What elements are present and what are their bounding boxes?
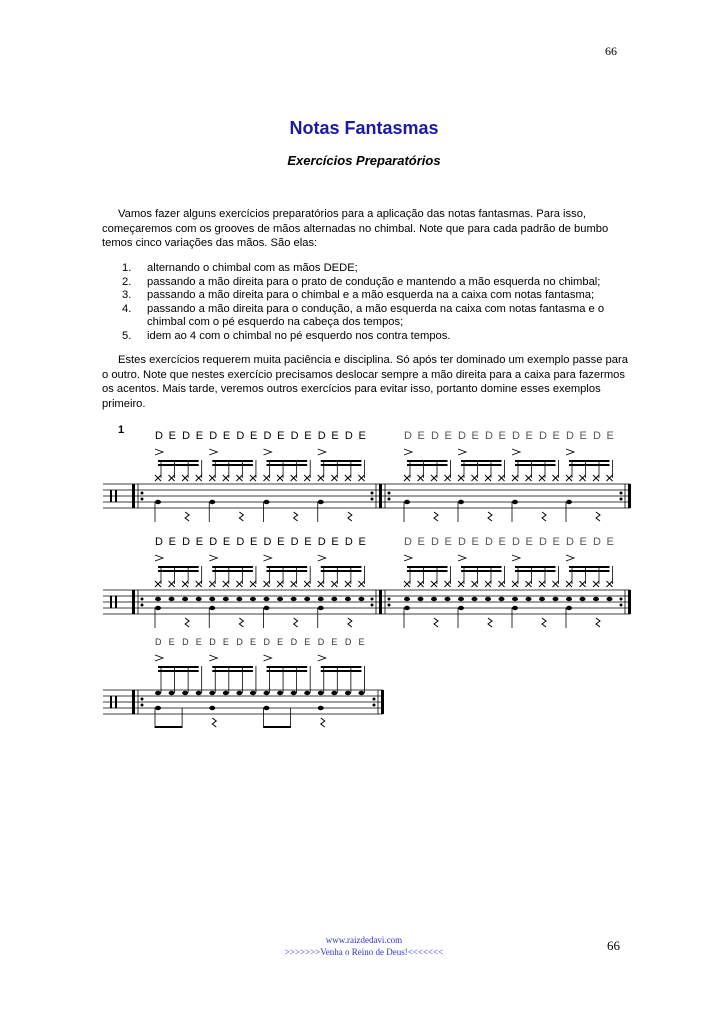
sticking-letter: D (485, 430, 493, 442)
snare-note (607, 597, 613, 601)
accent-mark (209, 555, 217, 561)
snare-note (291, 597, 297, 601)
snare-note (196, 597, 202, 601)
snare-note (472, 597, 478, 601)
snare-note (277, 691, 283, 695)
rest-mark (348, 512, 352, 521)
beam (212, 460, 253, 462)
list-item-number: 3. (122, 289, 132, 301)
bass-drum-note (566, 500, 572, 504)
accent-mark (404, 449, 412, 455)
rest-mark (239, 512, 243, 521)
snare-note (358, 691, 364, 695)
sticking-letter: D (458, 536, 466, 548)
snare-note (404, 597, 410, 601)
beam (321, 464, 362, 466)
rest-mark (434, 618, 438, 627)
repeat-bar (379, 590, 382, 614)
beam (321, 670, 362, 672)
rest-mark (488, 512, 492, 521)
sticking-letter: D (431, 536, 439, 548)
repeat-dot (141, 604, 144, 607)
snare-note (196, 691, 202, 695)
list-item-text: alternando o chimbal com as mãos DEDE; (147, 262, 358, 274)
repeat-dot (388, 604, 391, 607)
list-item-text: passando a mão direita para o prato de condução e mantendo a mão esquerda no chimbal; (147, 275, 601, 288)
snare-note (236, 691, 242, 695)
snare-note (318, 597, 324, 601)
beam (321, 666, 362, 668)
snare-note (277, 597, 283, 601)
rest-mark (542, 618, 546, 627)
sticking-letter: E (444, 536, 452, 548)
bass-drum-note (318, 606, 324, 610)
beam (407, 566, 448, 568)
sticking-letter: D (317, 536, 326, 548)
beam (212, 666, 253, 668)
beam (321, 460, 362, 462)
bass-drum-note (209, 606, 215, 610)
bass-drum-note (318, 500, 324, 504)
snare-note (304, 691, 310, 695)
beam (158, 666, 199, 668)
outro-text: Estes exercícios requerem muita paciência e disciplina. Só após ter dominado um exemplo passe para o outro. Note que nestes exercício precisamos deslocar sempre a mão direita para a caixa para fazermos os acentos. Mais tarde, veremos outros exercícios para evitar isso, portanto domine esses exemplos primeiro. (102, 354, 628, 410)
snare-note (566, 597, 572, 601)
sticking-letter: D (404, 430, 412, 442)
sticking-letter: E (525, 430, 533, 442)
sticking-letter: E (195, 536, 204, 548)
beam (321, 570, 362, 572)
snare-note (445, 597, 451, 601)
beam (461, 464, 502, 466)
snare-note (223, 597, 229, 601)
sticking-letter: E (249, 637, 256, 647)
sticking-letter: D (404, 536, 412, 548)
sticking-letter: E (579, 536, 587, 548)
sticking-letter: D (182, 430, 191, 442)
repeat-dot (620, 604, 623, 607)
footer-url: www.raizdedavi.com (325, 935, 403, 945)
accent-mark (264, 555, 272, 561)
snare-note (209, 691, 215, 695)
snare-note (345, 597, 351, 601)
snare-note (209, 597, 215, 601)
bass-drum-note (155, 706, 161, 710)
list-item-number: 1. (122, 262, 132, 274)
bass-drum-note (318, 706, 324, 710)
rest-mark (434, 512, 438, 521)
sticking-letter: D (182, 536, 191, 548)
sticking-letter: E (168, 430, 176, 442)
repeat-bar (132, 690, 135, 714)
sticking-letter: E (304, 430, 312, 442)
snare-note (499, 597, 505, 601)
accent-mark (318, 655, 326, 661)
page-number-bottom: 66 (607, 938, 620, 953)
sticking-letter: E (358, 637, 365, 647)
accent-mark (155, 555, 163, 561)
sticking-letter: E (358, 536, 366, 548)
rest-mark (542, 512, 546, 521)
sticking-letter: D (263, 430, 272, 442)
sticking-letter: D (317, 430, 326, 442)
sticking-letter: D (344, 637, 352, 647)
bass-drum-note (264, 500, 270, 504)
repeat-dot (141, 498, 144, 501)
snare-note (155, 691, 161, 695)
beam (267, 460, 308, 462)
accent-mark (318, 449, 326, 455)
snare-note (155, 597, 161, 601)
beam (515, 566, 556, 568)
beam (212, 464, 253, 466)
bass-drum-note (264, 606, 270, 610)
bass-drum-note (566, 606, 572, 610)
repeat-dot (371, 498, 374, 501)
repeat-dot (620, 498, 623, 501)
sticking-letter: E (331, 637, 338, 647)
beam (407, 570, 448, 572)
bass-drum-note (512, 606, 518, 610)
sticking-letter: E (249, 536, 258, 548)
sticking-letter: E (417, 536, 425, 548)
repeat-bar (132, 590, 135, 614)
sticking-letter: D (236, 430, 245, 442)
bass-drum-note (458, 500, 464, 504)
snare-note (331, 691, 337, 695)
snare-note (345, 691, 351, 695)
snare-note (526, 597, 532, 601)
beam (158, 566, 199, 568)
sticking-letter: D (344, 430, 353, 442)
snare-note (250, 597, 256, 601)
beam (569, 566, 610, 568)
sticking-letter: D (566, 536, 574, 548)
snare-note (580, 597, 586, 601)
sticking-letter: E (168, 637, 175, 647)
repeat-dot (371, 598, 374, 601)
snare-note (291, 691, 297, 695)
snare-note (485, 597, 491, 601)
clef-bar (115, 490, 117, 502)
snare-note (264, 597, 270, 601)
snare-note (358, 597, 364, 601)
notation-system-3 (103, 637, 384, 728)
accent-mark (458, 555, 466, 561)
snare-note (539, 597, 545, 601)
sticking-letter: D (431, 430, 439, 442)
sticking-letter: E (552, 536, 560, 548)
sticking-letter: D (593, 430, 601, 442)
repeat-bar (381, 690, 384, 714)
beam (461, 460, 502, 462)
accent-mark (264, 655, 272, 661)
sticking-letter: D (290, 430, 299, 442)
repeat-dot (371, 604, 374, 607)
sticking-letter: E (358, 430, 366, 442)
sticking-letter: D (155, 430, 163, 442)
beam (321, 566, 362, 568)
repeat-dot (373, 698, 376, 701)
accent-mark (264, 449, 272, 455)
sticking-letter: E (195, 430, 204, 442)
rest-mark (212, 718, 216, 727)
beam (569, 570, 610, 572)
clef-bar (110, 490, 112, 502)
repeat-dot (388, 598, 391, 601)
list-item-text: idem ao 4 com o chimbal no pé esquerdo nos contra tempos. (147, 329, 451, 342)
beam (158, 570, 199, 572)
sticking-letter: E (471, 536, 479, 548)
bass-drum-note (155, 606, 161, 610)
sticking-letter: E (222, 637, 229, 647)
rest-mark (294, 618, 298, 627)
beam (461, 570, 502, 572)
sticking-letter: E (195, 637, 202, 647)
sticking-letter: D (539, 430, 547, 442)
snare-note (458, 597, 464, 601)
sticking-letter: E (498, 536, 506, 548)
rest-mark (596, 618, 600, 627)
sticking-letter: D (290, 637, 298, 647)
repeat-dot (620, 492, 623, 495)
accent-mark (566, 449, 574, 455)
rest-mark (596, 512, 600, 521)
sticking-letter: D (263, 536, 272, 548)
repeat-dot (141, 704, 144, 707)
list-item-number: 5. (122, 329, 132, 342)
sticking-letter: D (512, 536, 520, 548)
rest-mark (294, 512, 298, 521)
beam (569, 460, 610, 462)
accent-mark (209, 449, 217, 455)
accent-mark (318, 555, 326, 561)
beam (569, 464, 610, 466)
beam (407, 464, 448, 466)
list-item-text: passando a mão direita para o chimbal e a mão esquerda na a caixa com notas fantasma; (147, 289, 595, 301)
sticking-letter: D (485, 536, 493, 548)
snare-note (182, 597, 188, 601)
sticking-letter: E (606, 430, 614, 442)
bass-drum-note (404, 606, 410, 610)
rest-mark (239, 618, 243, 627)
clef-bar (110, 596, 112, 608)
snare-note (593, 597, 599, 601)
sticking-letter: E (222, 536, 231, 548)
rest-mark (321, 718, 325, 727)
repeat-dot (371, 492, 374, 495)
beam (267, 566, 308, 568)
repeat-bar (628, 590, 631, 614)
snare-note (169, 691, 175, 695)
sticking-letter: D (458, 430, 466, 442)
snare-note (553, 597, 559, 601)
beam (461, 566, 502, 568)
bass-drum-note (458, 606, 464, 610)
snare-note (431, 597, 437, 601)
snare-note (304, 597, 310, 601)
rest-mark (185, 512, 189, 521)
sticking-letter: D (344, 536, 353, 548)
list-item-number: 4. (122, 302, 132, 315)
list-item-number: 2. (122, 275, 132, 288)
accent-mark (209, 655, 217, 661)
repeat-bar (132, 484, 135, 508)
repeat-bar (379, 484, 382, 508)
rest-mark (488, 618, 492, 627)
sticking-letter: E (331, 430, 339, 442)
footer-slogan: >>>>>>>Venha o Reino de Deus!<<<<<<< (284, 947, 444, 957)
page-subtitle: Exercícios Preparatórios (287, 153, 441, 168)
accent-mark (458, 449, 466, 455)
bass-drum-note (264, 706, 270, 710)
repeat-dot (141, 492, 144, 495)
beam (158, 670, 199, 672)
snare-note (223, 691, 229, 695)
sticking-letter: D (290, 536, 299, 548)
bass-drum-note (209, 500, 215, 504)
sticking-letter: D (593, 536, 601, 548)
snare-note (331, 597, 337, 601)
list-item-text: passando a mão direita para o condução, a mão esquerda na caixa com notas fantasma e o chimbal com o pé esquerdo na cabeça dos tempos; (147, 302, 605, 328)
bass-drum-note (512, 500, 518, 504)
beam (267, 666, 308, 668)
sticking-letter: D (263, 637, 270, 647)
rest-mark (185, 618, 189, 627)
beam (515, 464, 556, 466)
rest-mark (348, 618, 352, 627)
accent-mark (155, 449, 163, 455)
page-number-top: 66 (605, 44, 617, 58)
sticking-letter: D (209, 536, 218, 548)
sticking-letter: D (155, 637, 162, 647)
accent-mark (155, 655, 163, 661)
beam (212, 570, 253, 572)
sticking-letter: E (552, 430, 560, 442)
snare-note (512, 597, 518, 601)
beam (515, 460, 556, 462)
bass-drum-note (404, 500, 410, 504)
beam (158, 464, 199, 466)
sticking-letter: E (304, 637, 311, 647)
snare-note (250, 691, 256, 695)
snare-note (236, 597, 242, 601)
beam (267, 670, 308, 672)
sticking-letter: D (209, 637, 216, 647)
accent-mark (566, 555, 574, 561)
beam (264, 726, 291, 728)
beam (155, 726, 182, 728)
sticking-letter: E (304, 536, 312, 548)
sticking-letter: E (579, 430, 587, 442)
example-number: 1 (118, 424, 125, 436)
sticking-letter: E (498, 430, 506, 442)
repeat-dot (373, 704, 376, 707)
bass-drum-note (155, 500, 161, 504)
beam (212, 670, 253, 672)
notation-system-1 (103, 430, 631, 522)
sticking-letter: D (512, 430, 520, 442)
snare-note (182, 691, 188, 695)
sticking-letter: D (209, 430, 218, 442)
sticking-letter: E (606, 536, 614, 548)
sticking-letter: E (277, 637, 284, 647)
sticking-letter: E (331, 536, 339, 548)
snare-note (418, 597, 424, 601)
sticking-letter: D (317, 637, 325, 647)
beam (407, 460, 448, 462)
beam (515, 570, 556, 572)
repeat-bar (628, 484, 631, 508)
sticking-letter: E (471, 430, 479, 442)
clef-bar (115, 696, 117, 708)
repeat-dot (388, 498, 391, 501)
beam (267, 570, 308, 572)
repeat-dot (141, 698, 144, 701)
sticking-letter: D (182, 637, 189, 647)
sticking-letter: D (236, 637, 243, 647)
sticking-letter: E (222, 430, 231, 442)
beam (212, 566, 253, 568)
sticking-letter: E (525, 536, 533, 548)
sticking-letter: E (444, 430, 452, 442)
beam (158, 460, 199, 462)
accent-mark (512, 555, 520, 561)
repeat-dot (141, 598, 144, 601)
sticking-letter: D (539, 536, 547, 548)
sticking-letter: E (168, 536, 176, 548)
snare-note (264, 691, 270, 695)
snare-note (169, 597, 175, 601)
clef-bar (110, 696, 112, 708)
accent-mark (404, 555, 412, 561)
sticking-letter: D (155, 536, 163, 548)
intro-text: Vamos fazer alguns exercícios preparatórios para a aplicação das notas fantasmas. Para isso, começaremos com os grooves de mãos alternadas no chimbal. Note que para cada padrão de bumbo temos cinco variações das mãos. São elas: (102, 208, 609, 249)
sticking-letter: E (277, 430, 285, 442)
sticking-letter: E (417, 430, 425, 442)
sticking-letter: D (236, 536, 245, 548)
snare-note (318, 691, 324, 695)
repeat-dot (388, 492, 391, 495)
page-title-text: Notas Fantasmas (289, 118, 439, 138)
notation-system-2 (103, 536, 631, 628)
sticking-letter: E (277, 536, 285, 548)
clef-bar (115, 596, 117, 608)
repeat-dot (620, 598, 623, 601)
sticking-letter: E (249, 430, 258, 442)
bass-drum-note (209, 706, 215, 710)
beam (267, 464, 308, 466)
sticking-letter: D (566, 430, 574, 442)
accent-mark (512, 449, 520, 455)
